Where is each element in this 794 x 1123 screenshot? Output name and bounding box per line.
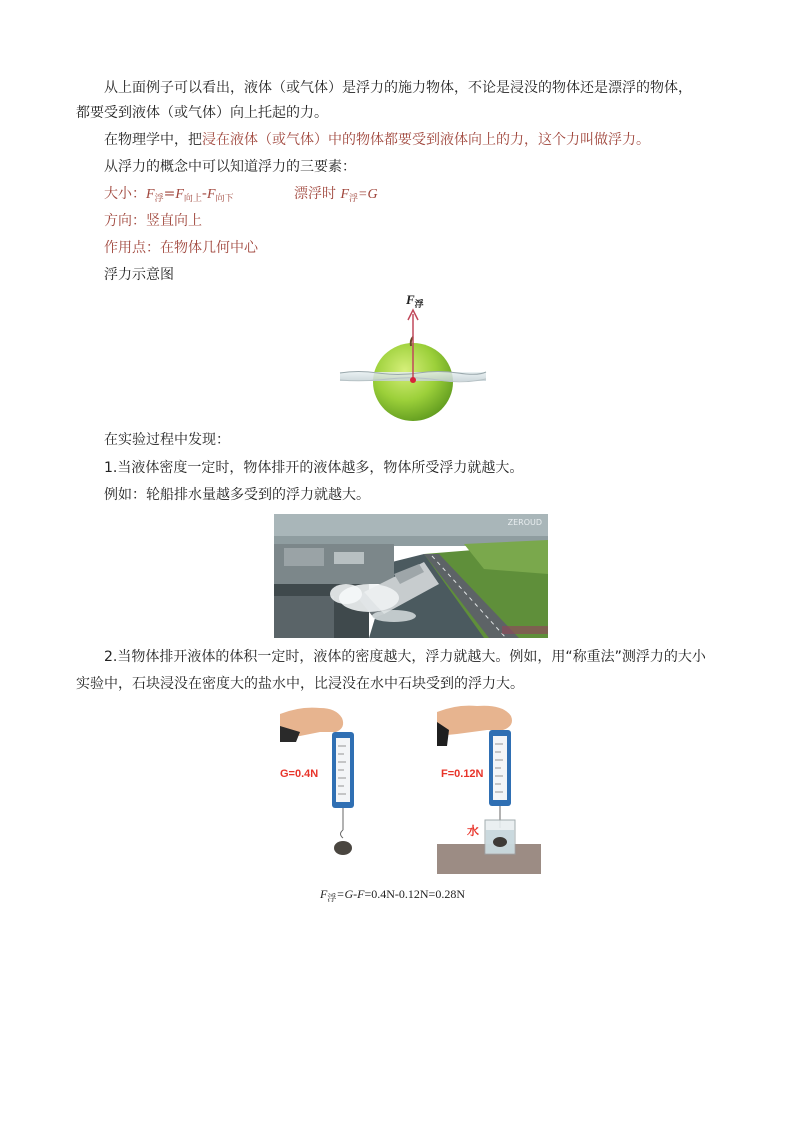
apple-buoyancy-diagram <box>338 290 488 425</box>
calc-F: F <box>320 887 328 901</box>
spring-scale-in-air <box>280 702 366 872</box>
weight-label-G: G=0.4N <box>280 768 319 780</box>
calc-sub: 浮 <box>327 894 337 904</box>
formula-F-down: F <box>206 187 216 202</box>
formula-sub-down: 向下 <box>215 194 234 204</box>
formula-minus: - <box>201 186 207 202</box>
calc-result: =0.4N-0.12N=0.28N <box>364 887 465 901</box>
float-label: 漂浮时 <box>294 186 336 202</box>
diagram-caption: 浮力示意图 <box>104 267 174 283</box>
direction-element: 方向：竖直向上 <box>104 213 202 229</box>
para-definition <box>104 130 650 150</box>
experiment-intro: 在实验过程中发现： <box>104 432 230 448</box>
finding-2-line-1: 2.当物体排开液体的体积一定时，液体的密度越大，浮力就越大。例如，用“称重法”测浮力的大小 <box>104 649 706 665</box>
float-eq-G: =G <box>358 187 378 202</box>
float-F: F <box>340 187 350 202</box>
size-element <box>104 184 234 209</box>
three-elements-heading: 从浮力的概念中可以知道浮力的三要素： <box>104 159 356 175</box>
float-condition <box>294 184 378 209</box>
force-label-F-reading: F=0.12N <box>441 768 484 780</box>
para-1-line-1: 从上面例子可以看出，液体（或气体）是浮力的施力物体，不论是浸没的物体还是漂浮的物体， <box>104 80 692 96</box>
finding-1: 1.当液体密度一定时，物体排开的液体越多，物体所受浮力就越大。 <box>104 460 524 476</box>
example-1: 例如：轮船排水量越多受到的浮力就越大。 <box>104 487 370 503</box>
definition-prefix: 在物理学中，把 <box>104 132 202 148</box>
force-label <box>406 292 424 310</box>
calc-eq-G-F: =G-F <box>336 887 365 901</box>
scale-right-svg <box>437 702 541 874</box>
ship-photo-svg <box>274 514 548 638</box>
finding-2-line-2: 实验中，石块浸没在密度大的盐水中，比浸没在水中石块受到的浮力大。 <box>76 676 524 692</box>
float-sub-fu: 浮 <box>349 194 359 204</box>
water-label: 水 <box>467 824 480 838</box>
formula-eq: = <box>163 186 176 202</box>
spring-scale-in-water <box>437 702 541 874</box>
scale-left-svg <box>280 702 366 872</box>
buoyancy-calculation <box>320 884 465 909</box>
ship-launch-photo <box>274 514 548 638</box>
size-label: 大小： <box>104 186 146 202</box>
buoyancy-definition: 浸在液体（或气体）中的物体都要受到液体向上的力，这个力叫做浮力。 <box>202 132 650 148</box>
action-point-element: 作用点：在物体几何中心 <box>104 240 258 256</box>
formula-F: F <box>146 187 155 202</box>
formula-sub-fu: 浮 <box>154 194 164 204</box>
para-1-line-2: 都要受到液体（或气体）向上托起的力。 <box>76 105 328 121</box>
force-point-dot <box>410 377 416 383</box>
formula-sub-up: 向上 <box>183 194 202 204</box>
photo-watermark: ZEROUD <box>507 518 542 527</box>
force-label-sub: 浮 <box>414 300 424 310</box>
formula-F-up: F <box>175 187 184 202</box>
force-label-F: F <box>406 292 415 307</box>
apple-diagram-svg <box>338 290 488 425</box>
